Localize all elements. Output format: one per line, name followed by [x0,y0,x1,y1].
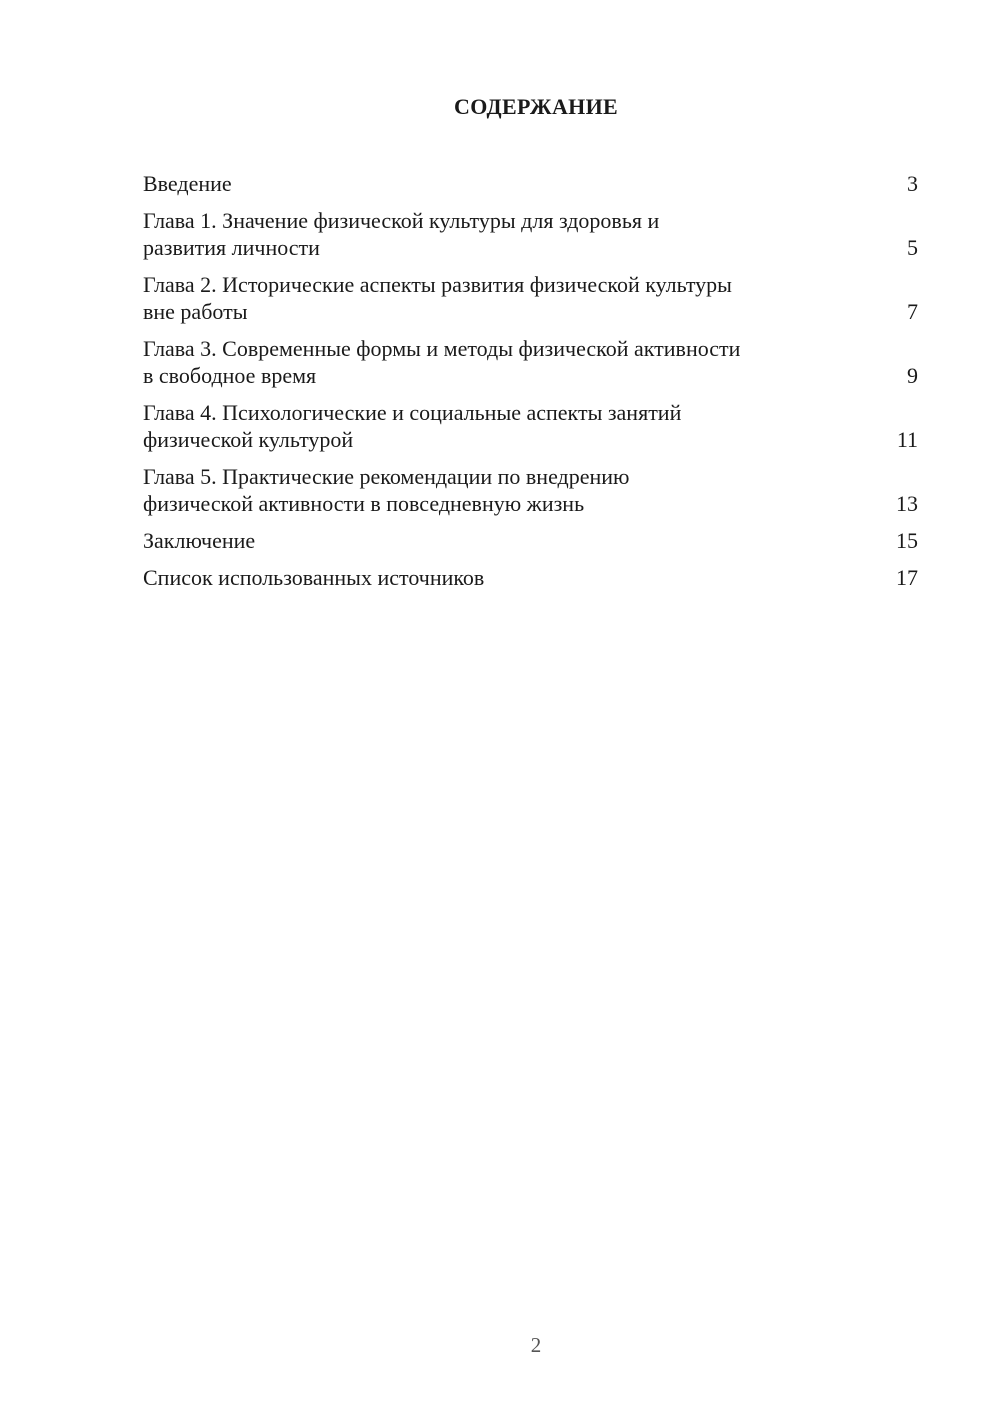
toc-entry-page: 3 [907,171,918,196]
toc-entry-introduction [143,170,918,197]
toc-entry-line: физической активности в повседневную жизнь [143,491,585,516]
toc-entry-text [143,399,888,453]
toc-entry-line: Глава 2. Исторические аспекты развития физической культуры [143,272,732,297]
toc-entry-line: физической культурой [143,427,354,452]
toc-entry-text [143,170,888,197]
toc-entry-line: в свободное время [143,363,317,388]
page-number: 2 [530,1333,542,1357]
toc-entry-chapter-4 [143,399,918,453]
toc-entry-page: 15 [896,528,918,553]
toc-entry-text [143,335,888,389]
toc-entry-line: Глава 3. Современные формы и методы физической активности [143,336,741,361]
toc-entry-text [143,271,888,325]
toc-entry-chapter-5 [143,463,918,517]
toc-entry-text [143,527,888,554]
toc-entry-page: 5 [907,235,918,260]
toc-entry-conclusion [143,527,918,554]
toc-entry-chapter-2 [143,271,918,325]
toc-entry-page: 13 [896,491,918,516]
toc-entry-line: развития личности [143,235,320,260]
toc-entry-line: Введение [143,171,232,196]
toc-entry-line: Глава 4. Психологические и социальные аспекты занятий [143,400,682,425]
table-of-contents [143,170,918,601]
toc-entry-line: Заключение [143,528,256,553]
toc-entry-text [143,463,888,517]
toc-entry-page: 9 [907,363,918,388]
toc-entry-line: Список использованных источников [143,565,485,590]
toc-entry-page: 17 [896,565,918,590]
toc-entry-text [143,207,888,261]
toc-entry-line: Глава 1. Значение физической культуры для здоровья и [143,208,660,233]
page-title: СОДЕРЖАНИЕ [454,94,618,119]
toc-entry-chapter-3 [143,335,918,389]
toc-entry-text [143,564,888,591]
toc-entry-line: Глава 5. Практические рекомендации по внедрению [143,464,630,489]
toc-entry-line: вне работы [143,299,248,324]
toc-entry-page: 11 [896,427,918,452]
toc-entry-references [143,564,918,591]
toc-entry-chapter-1 [143,207,918,261]
toc-entry-page: 7 [907,299,918,324]
